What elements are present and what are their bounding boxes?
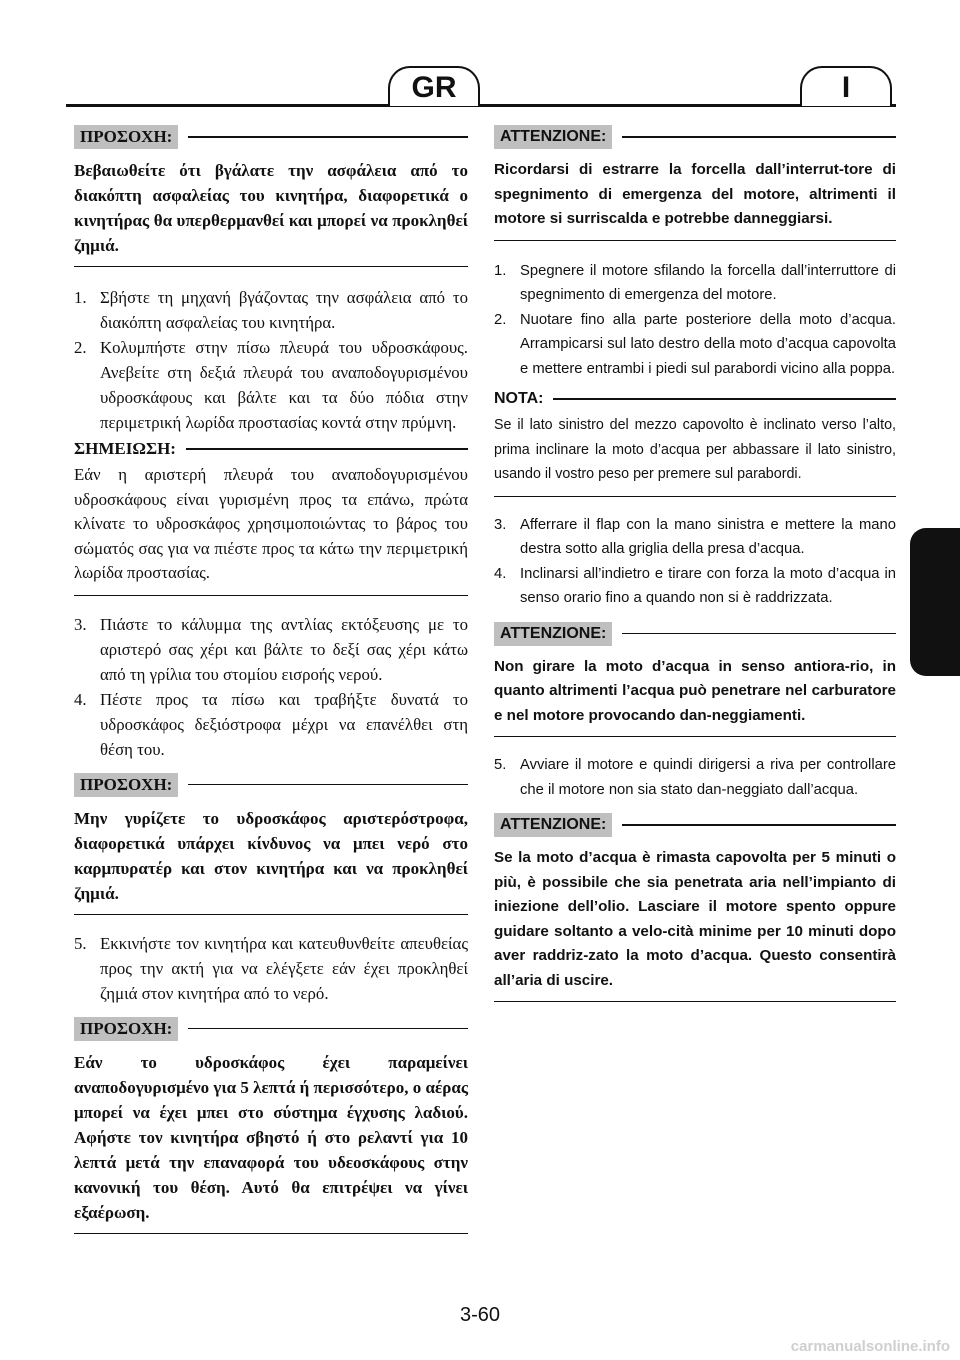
step-text: Nuotare fino alla parte posteriore della moto d’acqua. Arrampicarsi sul lato destro della moto d’acqua capovolta e mettere entrambi i piedi sul parabordi vicino alla poppa.: [520, 311, 896, 377]
warning-label: ΠΡΟΣΟΧΗ:: [74, 125, 178, 149]
warning-label: ATTENZIONE:: [494, 125, 612, 149]
warning-text: Μην γυρίζετε το υδροσκάφος αριστερόστροφα, διαφορετικά υπάρχει κίνδυνος να μπει νερό στο καρμπυρατέρ και στον κινητήρα και να προκληθεί ζημιά.: [74, 806, 468, 915]
heading-rule: [622, 824, 896, 826]
step-text: Πιάστε το κάλυμμα της αντλίας εκτόξευσης με το αριστερό σας χέρι και βάλτε το δεξί σας χέρι κάτω από τη γρίλια του στομίου εισροής νερού.: [100, 614, 468, 684]
heading-rule: [553, 398, 896, 400]
step-item: [494, 259, 896, 308]
warning-text: Ricordarsi di estrarre la forcella dall’interrut-tore di spegnimento di emergenza del motore, altrimenti il motore si surriscalda e potrebbe danneggiarsi.: [494, 158, 896, 241]
step-item: [494, 308, 896, 382]
note-text: Εάν η αριστερή πλευρά του αναποδογυρισμένου υδροσκάφους είναι γυρισμένη προς τα επάνω, πρώτα κλίνατε το υδροσκάφος χρησιμοποιώντας το βάρος του σώματός σας για να πιέστε προς τα κάτω την περιμετρική λωρίδα προστασίας.: [74, 463, 468, 596]
warning-heading: [494, 619, 896, 649]
heading-rule: [622, 136, 896, 138]
step-number: 5.: [494, 757, 507, 773]
heading-rule: [188, 136, 468, 138]
warning-heading: [74, 122, 468, 152]
language-tab-i: I: [800, 66, 892, 106]
step-item: [74, 687, 468, 762]
step-item: [74, 285, 468, 335]
heading-rule: [188, 1028, 468, 1030]
warning-heading: [494, 122, 896, 152]
step-text: Inclinarsi all’indietro e tirare con forza la moto d’acqua in senso orario fino a quando non si è raddrizzata.: [520, 565, 896, 606]
step-number: 4.: [494, 565, 507, 582]
steps-list: [74, 612, 468, 762]
italian-column: [494, 122, 896, 1002]
heading-rule: [186, 448, 468, 450]
warning-text: Se la moto d’acqua è rimasta capovolta per 5 minuti o più, è possibile che sia penetrata aria nell’impianto di iniezione dell’olio. Lasciare il motore spento oppure guidare soltanto a velo-cità minime per 10 minuti dopo aver raddriz-zato la moto d’acqua. Questo consentirà all’aria di uscire.: [494, 846, 896, 1002]
step-number: 1.: [494, 262, 507, 279]
note-heading: [74, 437, 468, 461]
step-number: 5.: [74, 933, 87, 953]
step-item: [494, 513, 896, 562]
warning-heading: [74, 1014, 468, 1044]
heading-rule: [188, 784, 468, 786]
steps-list: [74, 931, 468, 1006]
steps-list: [494, 513, 896, 611]
step-text: Spegnere il motore sfilando la forcella dall’interruttore di spegnimento di emergenza del motore.: [520, 262, 896, 303]
step-item: [494, 753, 896, 802]
note-heading: [494, 387, 896, 411]
step-number: 4.: [74, 689, 87, 709]
step-number: 2.: [74, 338, 87, 357]
step-item: [494, 562, 896, 611]
note-label: ΣΗΜΕΙΩΣΗ:: [74, 439, 176, 458]
warning-heading: [494, 810, 896, 840]
steps-list: [494, 753, 896, 802]
step-text: Εκκινήστε τον κινητήρα και κατευθυνθείτε απευθείας προς την ακτή για να ελέγξετε εάν έχει προκληθεί ζημιά στον κινητήρα από το νερό.: [100, 933, 468, 1003]
warning-text: Non girare la moto d’acqua in senso antiora-rio, in quanto altrimenti l’acqua può penetrare nel carburatore e nel motore provocando dan-neggiamenti.: [494, 655, 896, 738]
step-number: 2.: [494, 311, 507, 328]
steps-list: [74, 285, 468, 435]
warning-label: ATTENZIONE:: [494, 813, 612, 837]
step-text: Avviare il motore e quindi dirigersi a riva per controllare che il motore non sia stato dan-neggiato dall’acqua.: [520, 757, 896, 798]
warning-label: ΠΡΟΣΟΧΗ:: [74, 773, 178, 797]
step-text: Κολυμπήστε στην πίσω πλευρά του υδροσκάφους. Ανεβείτε στη δεξιά πλευρά του αναποδογυρισμένου υδροσκάφους και βάλτε και τα δύο πόδια στην περιμετρική λωρίδα προστασίας κοντά στην πρύμνη.: [100, 338, 468, 432]
warning-text: Εάν το υδροσκάφος έχει παραμείνει αναποδογυρισμένο για 5 λεπτά ή περισσότερο, ο αέρας μπορεί να έχει μπει στο σύστημα έγχυσης λαδιού. Αφήστε τον κινητήρα σβηστό ή στο ρελαντί για 10 λεπτά μετά την επαναφορά του υδεοσκάφους στην κανονική του θέση. Αυτό θα επιτρέψει να γίνει εξαέρωση.: [74, 1050, 468, 1234]
note-label: NOTA:: [494, 390, 544, 407]
section-thumb-tab: [910, 528, 960, 676]
heading-rule: [622, 633, 896, 635]
warning-heading: [74, 770, 468, 800]
step-number: 3.: [74, 614, 87, 634]
step-item: [74, 931, 468, 1006]
steps-list: [494, 259, 896, 382]
step-text: Σβήστε τη μηχανή βγάζοντας την ασφάλεια από το διακόπτη ασφαλείας του κινητήρα.: [100, 288, 468, 332]
note-text: Se il lato sinistro del mezzo capovolto è inclinato verso l’alto, prima inclinare la moto d’acqua per abbassare il lato sinistro, usando il vostro peso per premere sul parabordi.: [494, 413, 896, 497]
step-text: Πέστε προς τα πίσω και τραβήξτε δυνατά το υδροσκάφος δεξιόστροφα μέχρι να επανέλθει στη θέση του.: [100, 689, 468, 759]
step-item: [74, 335, 468, 435]
header-rule: [66, 104, 896, 107]
page-number: 3-60: [459, 1304, 501, 1326]
step-item: [74, 612, 468, 687]
watermark: carmanualsonline.info: [790, 1338, 950, 1355]
warning-label: ATTENZIONE:: [494, 622, 612, 646]
step-text: Afferrare il flap con la mano sinistra e mettere la mano destra sotto alla griglia della presa d’acqua.: [520, 516, 896, 557]
warning-label: ΠΡΟΣΟΧΗ:: [74, 1017, 178, 1041]
step-number: 3.: [494, 516, 507, 533]
language-tab-gr: GR: [388, 66, 480, 106]
greek-column: [74, 122, 468, 1234]
step-number: 1.: [74, 288, 87, 307]
warning-text: Βεβαιωθείτε ότι βγάλατε την ασφάλεια από το διακόπτη ασφαλείας του κινητήρα, διαφορετικά ο κινητήρας θα υπερθερμανθεί και μπορεί να προκληθεί ζημιά.: [74, 158, 468, 267]
